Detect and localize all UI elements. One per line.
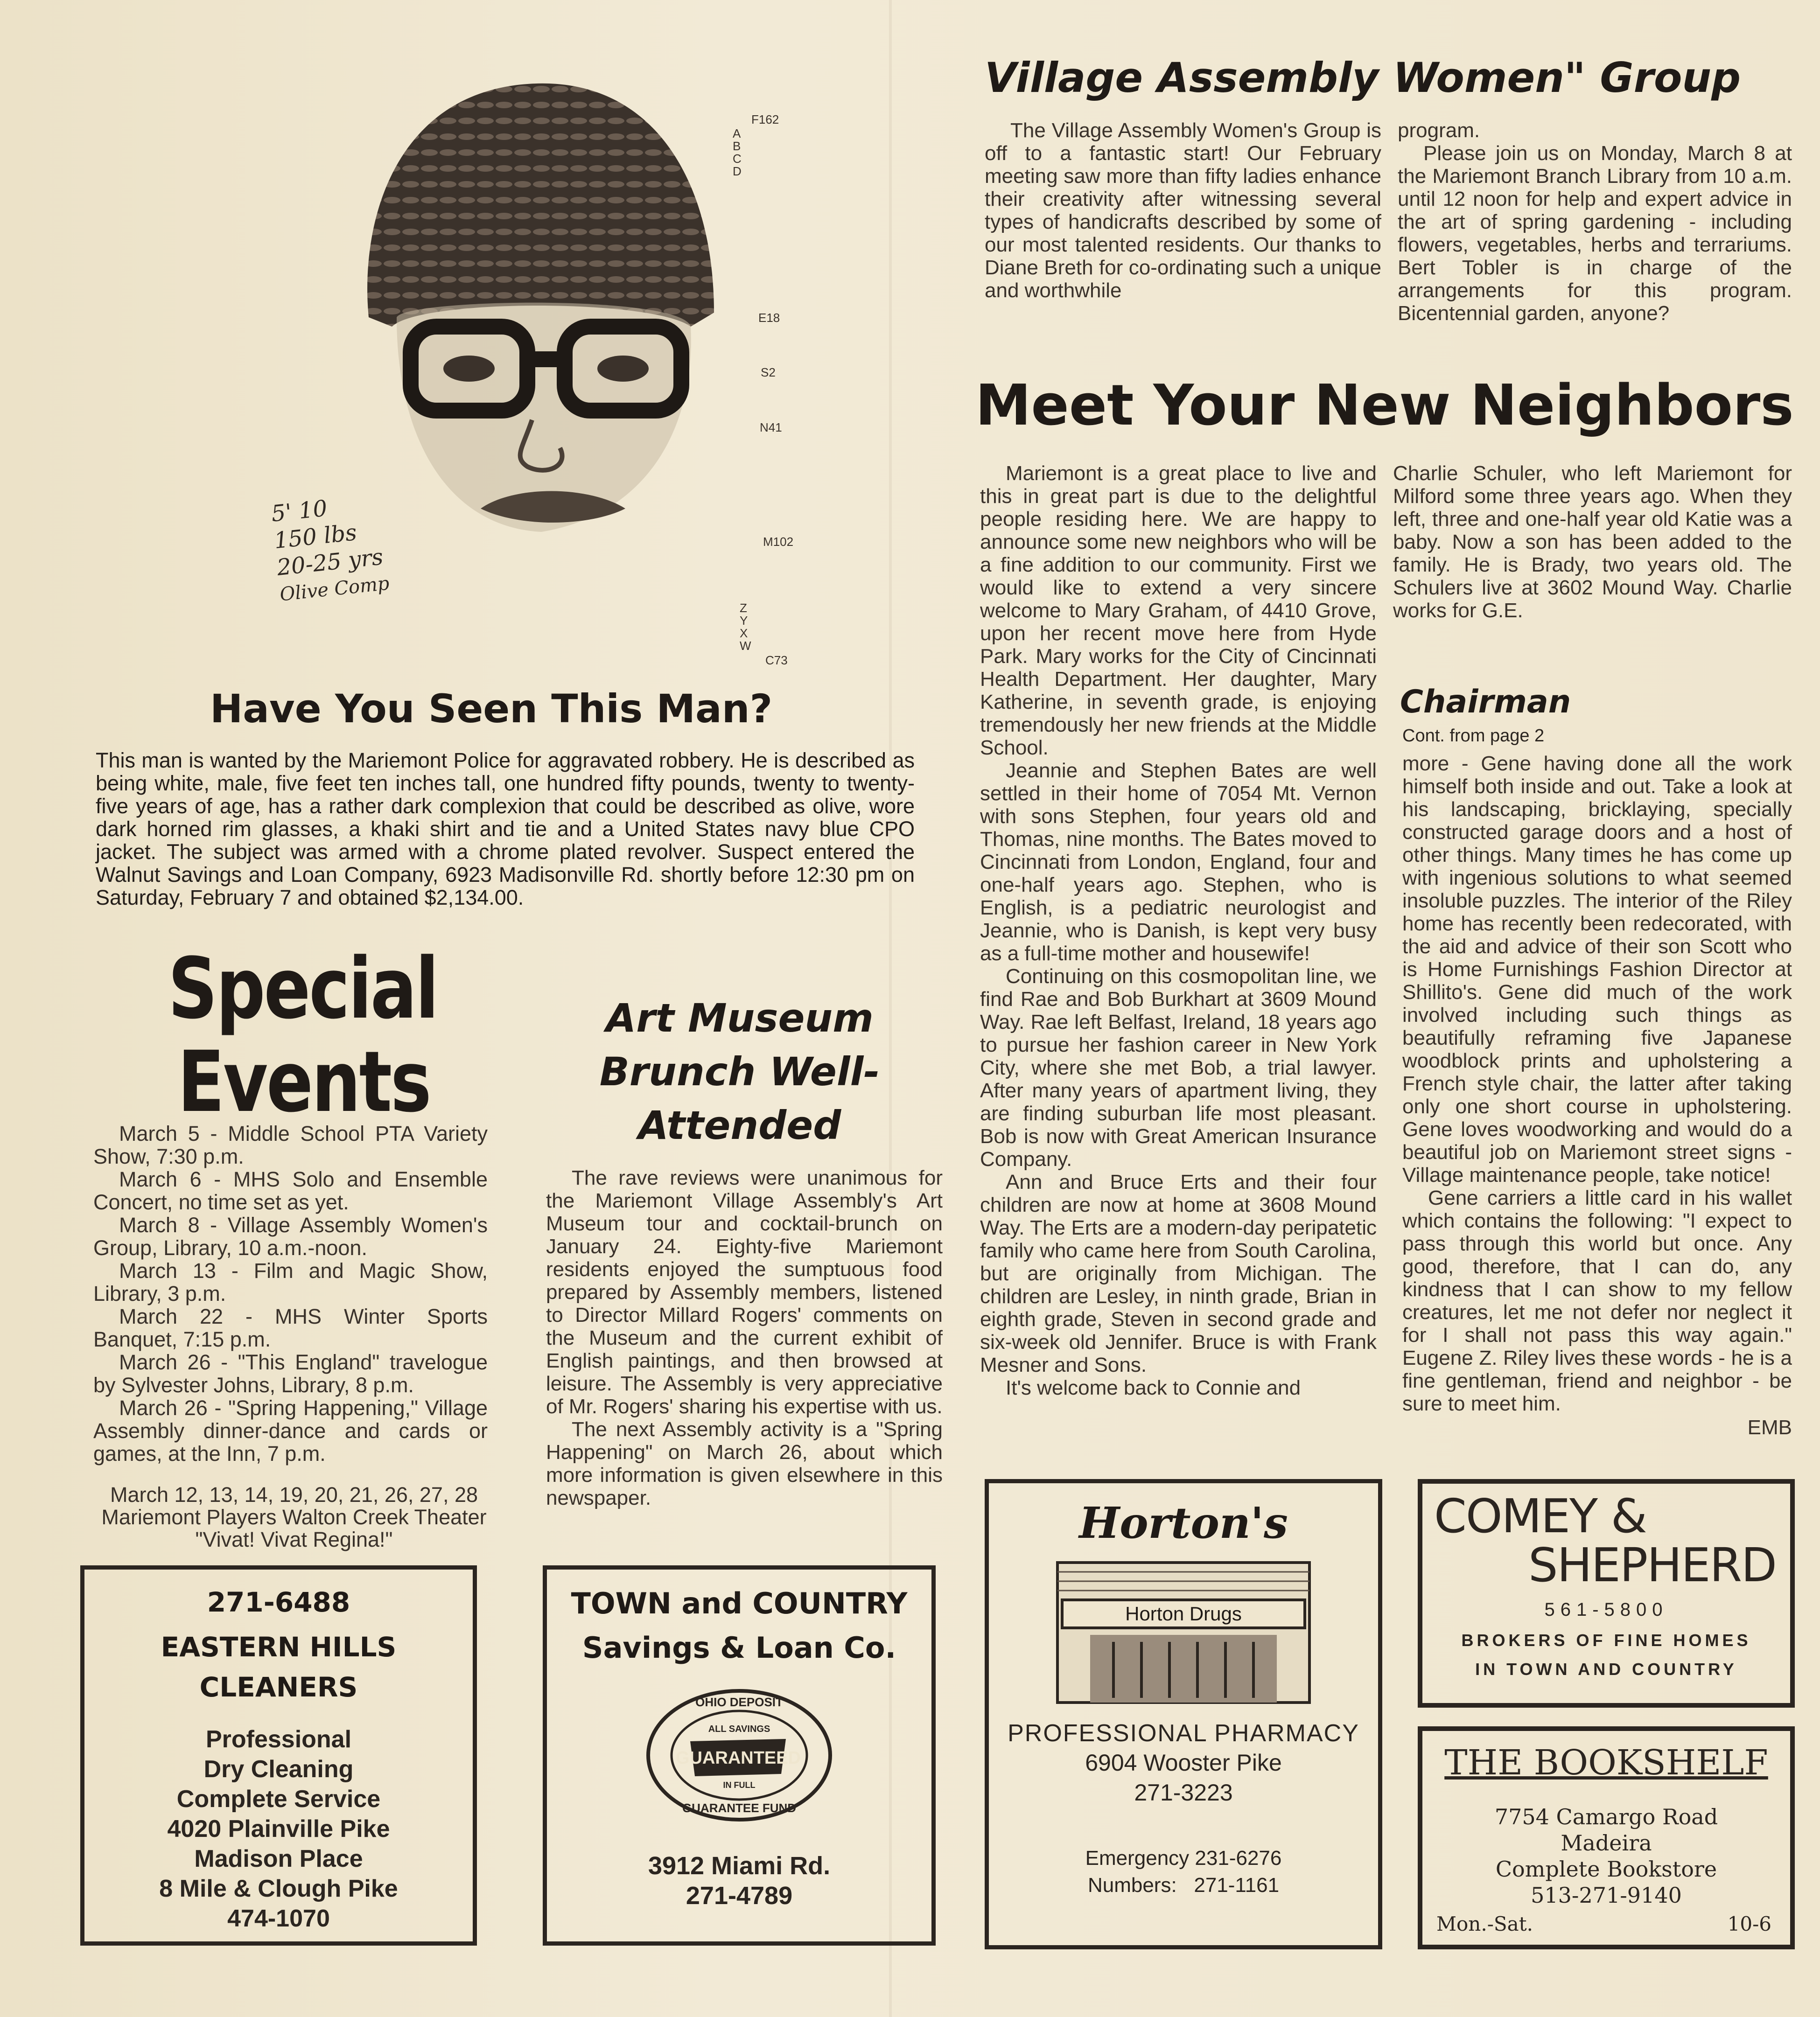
players-event: March 12, 13, 14, 19, 20, 21, 26, 27, 28 Mariemont Players Walton Creek Theater "Vivat! Vivat Regina!" (101, 1483, 487, 1551)
sketch-code: A (733, 126, 741, 140)
event-item: March 26 - "Spring Happening," Village Assembly dinner-dance and cards or games, at the Inn, 7 p.m. (93, 1396, 488, 1466)
suspect-sketch (327, 65, 863, 569)
suspect-description: This man is wanted by the Mariemont Police for aggravated robbery. He is described as being white, male, five feet ten inches tall, one hundred fifty pounds, twenty to twenty-five years of age, has a rather dark complexion that could be described as olive, wore dark horned rim glasses, a khaki shirt and tie and a United States navy blue CPO jacket. The subject was armed with a chrome plated revolver. Suspect entered the Walnut Savings and Loan Company, 6923 Madisonville Rd. shortly before 12:30 pm on Saturday, February 7 and obtained $2,134.00. (96, 748, 915, 909)
chairman-body: more - Gene having done all the work himself both inside and out. Take a look at his landscaping, bricklaying, specially constructed garage doors and a host of other things. Many times he has come up with ingenious solutions to what seemed insoluble puzzles. The interior of the Riley home has recently been redecorated, with the aid and advice of their son Scott who is Home Furnishings Fashion Director at Shillito's. Gene did much of the work involved including such things as beautifully reframing five Japanese woodblock prints and upholstering a French style chair, the latter after taking only one short course in upholstering. Gene loves woodworking and would do a beautiful job on Mariemont street signs - Village maintenance people, take notice! Gene carriers a little card in his wallet which contains the following: "I expect to pass through this world but once. Any good, therefore, that I can do, any kindness that I can show to my fellow creatures, let me not defer nor neglect it for I shall not pass this way again." Eugene Z. Riley lives these words - he is a fine gentleman, friend and neighbor - be sure to meet him. EMB (1402, 752, 1792, 1439)
event-item: March 22 - MHS Winter Sports Banquet, 7:15 p.m. (93, 1305, 488, 1351)
comey-name: SHEPHERD (1528, 1538, 1776, 1592)
sketch-code: E18 (758, 311, 780, 325)
cleaners-phone: 271-6488 (207, 1586, 350, 1618)
village-assembly-col2: program. Please join us on Monday, March 8 at the Mariemont Branch Library from 10 a.m. until 12 noon for help and expert advice in the art of spring gardening - including flowers, vegetables, herbs and terrariums. Bert Tobler is in charge of the arrangements for this program. Bicentennial garden, anyone? (1398, 119, 1792, 325)
village-assembly-col1: The Village Assembly Women's Group is off to a fantastic start! Our February meeting saw more than fifty ladies enhance their creativity after witnessing several types of handicrafts described by some of our most talented residents. Our thanks to Diane Breth for co-ordinating such a unique and worthwhile (985, 119, 1381, 302)
bookshelf-ad[interactable]: THE BOOKSHELF 7754 Camargo Road Madeira Complete Bookstore 513-271-9140 Mon.-Sat. 10-6 (1418, 1726, 1795, 1949)
event-item: March 8 - Village Assembly Women's Group, Library, 10 a.m.-noon. (93, 1213, 488, 1260)
svg-text:Horton Drugs: Horton Drugs (1125, 1603, 1242, 1625)
comey-name: COMEY & (1434, 1489, 1646, 1543)
svg-text:IN FULL: IN FULL (723, 1780, 756, 1790)
event-item: March 26 - "This England" travelogue by Sylvester Johns, Library, 8 p.m. (93, 1350, 488, 1397)
svg-text:GUARANTEE FUND: GUARANTEE FUND (682, 1801, 797, 1815)
special-events-list (93, 1122, 488, 1465)
savings-name: Savings & Loan Co. (582, 1631, 896, 1665)
handwritten-notes: 5' 10 150 lbs 20-25 yrs Olive Comp (270, 495, 391, 606)
chairman-headline: Chairman (1400, 684, 1571, 720)
sketch-code: S2 (761, 365, 776, 379)
svg-text:OHIO DEPOSIT: OHIO DEPOSIT (695, 1695, 783, 1709)
neighbors-col1: Mariemont is a great place to live and this in great part is due to the delightful people residing here. We are happy to announce some new neighbors who will be a fine addition to our community. First we would like to extend a very sincere welcome to Mary Graham, of 4410 Grove, upon her recent move here from Hyde Park. Mary works for the City of Cincinnati Health Department. Her daughter, Mary Katherine, in seventh grade, is enjoying tremendously her new friends at the Middle School. Jeannie and Stephen Bates are well settled in their home of 7054 Mt. Vernon with sons Stephen, four years old and Thomas, nine months. The Bates moved to Cincinnati from London, England, four and one-half years ago. Stephen, who is English, is a pediatric neurologist and Jeannie, who is Danish, is kept very busy as a full-time mother and housewife! Continuing on this cosmopolitan line, we find Rae and Bob Burkhart at 3609 Mound Way. Rae left Belfast, Ireland, 18 years ago to pursue her fashion career in New York City, where she met Bob, a trial lawyer. After many years of apartment living, they are finding suburban life most pleasant. Bob is now with Great American Insurance Company. Ann and Bruce Erts and their four children are now at home at 3608 Mound Way. The Erts are a modern-day peripatetic family who came here from South Carolina, but are originally from Michigan. The children are Lesley, in ninth grade, Brian in eighth grade, Steven in second grade and six-week old Jennifer. Bruce is with Frank Mesner and Sons. It's welcome back to Connie and (980, 462, 1377, 1399)
chairman-cont: Cont. from page 2 (1402, 726, 1545, 746)
knit-cap (367, 84, 714, 327)
cleaners-ad[interactable]: 271-6488 EASTERN HILLS CLEANERS Professional Dry Cleaning Complete Service 4020 Plainville Pike Madison Place 8 Mile & Clough Pike 474-1070 (80, 1565, 477, 1946)
hortons-name: Horton's (1079, 1498, 1288, 1548)
sketch-code: M102 (763, 535, 794, 549)
bookshelf-name: THE BOOKSHELF (1444, 1743, 1768, 1783)
cleaners-name: EASTERN HILLS (161, 1631, 397, 1663)
sketch-code: C (733, 152, 742, 166)
sketch-code: N41 (760, 420, 782, 434)
special-events-headline: Special Events (168, 940, 438, 1131)
comey-shepherd-ad[interactable]: COMEY & SHEPHERD 561-5800 BROKERS OF FINE HOMES IN TOWN AND COUNTRY (1418, 1479, 1795, 1708)
sketch-code: D (733, 164, 742, 178)
savings-name: TOWN and COUNTRY (571, 1586, 908, 1620)
savings-ad[interactable]: TOWN and COUNTRY Savings & Loan Co. OHIO DEPOSIT GUARANTEE FUND ALL SAVINGS GUARANTEED IN FULL 3912 Miami Rd. 271-4789 (543, 1565, 936, 1946)
event-item: March 5 - Middle School PTA Variety Show, 7:30 p.m. (93, 1122, 488, 1168)
sketch-codes-bottom: Z Y X W C73 (740, 601, 788, 667)
sketch-code: B (733, 139, 741, 153)
art-museum-headline: Art Museum Brunch Well- Attended (599, 995, 880, 1148)
suspect-headline: Have You Seen This Man? (210, 686, 773, 732)
event-item: March 6 - MHS Solo and Ensemble Concert, no time set as yet. (93, 1167, 488, 1214)
cleaners-name: CLEANERS (199, 1671, 358, 1703)
event-item: March 13 - Film and Magic Show, Library, 3 p.m. (93, 1259, 488, 1305)
village-assembly-headline: Village Assembly Women" Group (985, 54, 1741, 102)
hortons-ad[interactable]: Horton's Horton Drugs PROFESSIONAL PHARMACY 6904 Wooster Pike 271-3223 Emergency 231-6276 Numbers: 271-1161 (985, 1479, 1382, 1949)
svg-text:ALL SAVINGS: ALL SAVINGS (708, 1724, 770, 1734)
art-museum-body: The rave reviews were unanimous for the Mariemont Village Assembly's Art Museum tour and cocktail-brunch on January 24. Eighty-five Mariemont residents enjoyed the sumptuous food prepared by Assembly members, listened to Director Millard Rogers' comments on the Museum and the current exhibit of English paintings, and then browsed at leisure. The Assembly is very appreciative of Mr. Rogers' sharing his expertise with us. The next Assembly activity is a "Spring Happening" on March 26, about which more information is given elsewhere in this newspaper. (546, 1166, 943, 1509)
neighbors-headline: Meet Your New Neighbors (975, 373, 1794, 438)
sketch-code: F162 (751, 112, 779, 126)
neighbors-col2: Charlie Schuler, who left Mariemont for Milford some three years ago. When they left, three and one-half year old Katie was a baby. Now a son has been added to the family. He is Brady, two years old. The Schulers live at 3602 Mound Way. Charlie works for G.E. (1393, 462, 1792, 622)
deposit-guarantee-seal (641, 1685, 837, 1825)
svg-text:GUARANTEED: GUARANTEED (675, 1748, 801, 1768)
storefront-illustration (1053, 1558, 1314, 1707)
